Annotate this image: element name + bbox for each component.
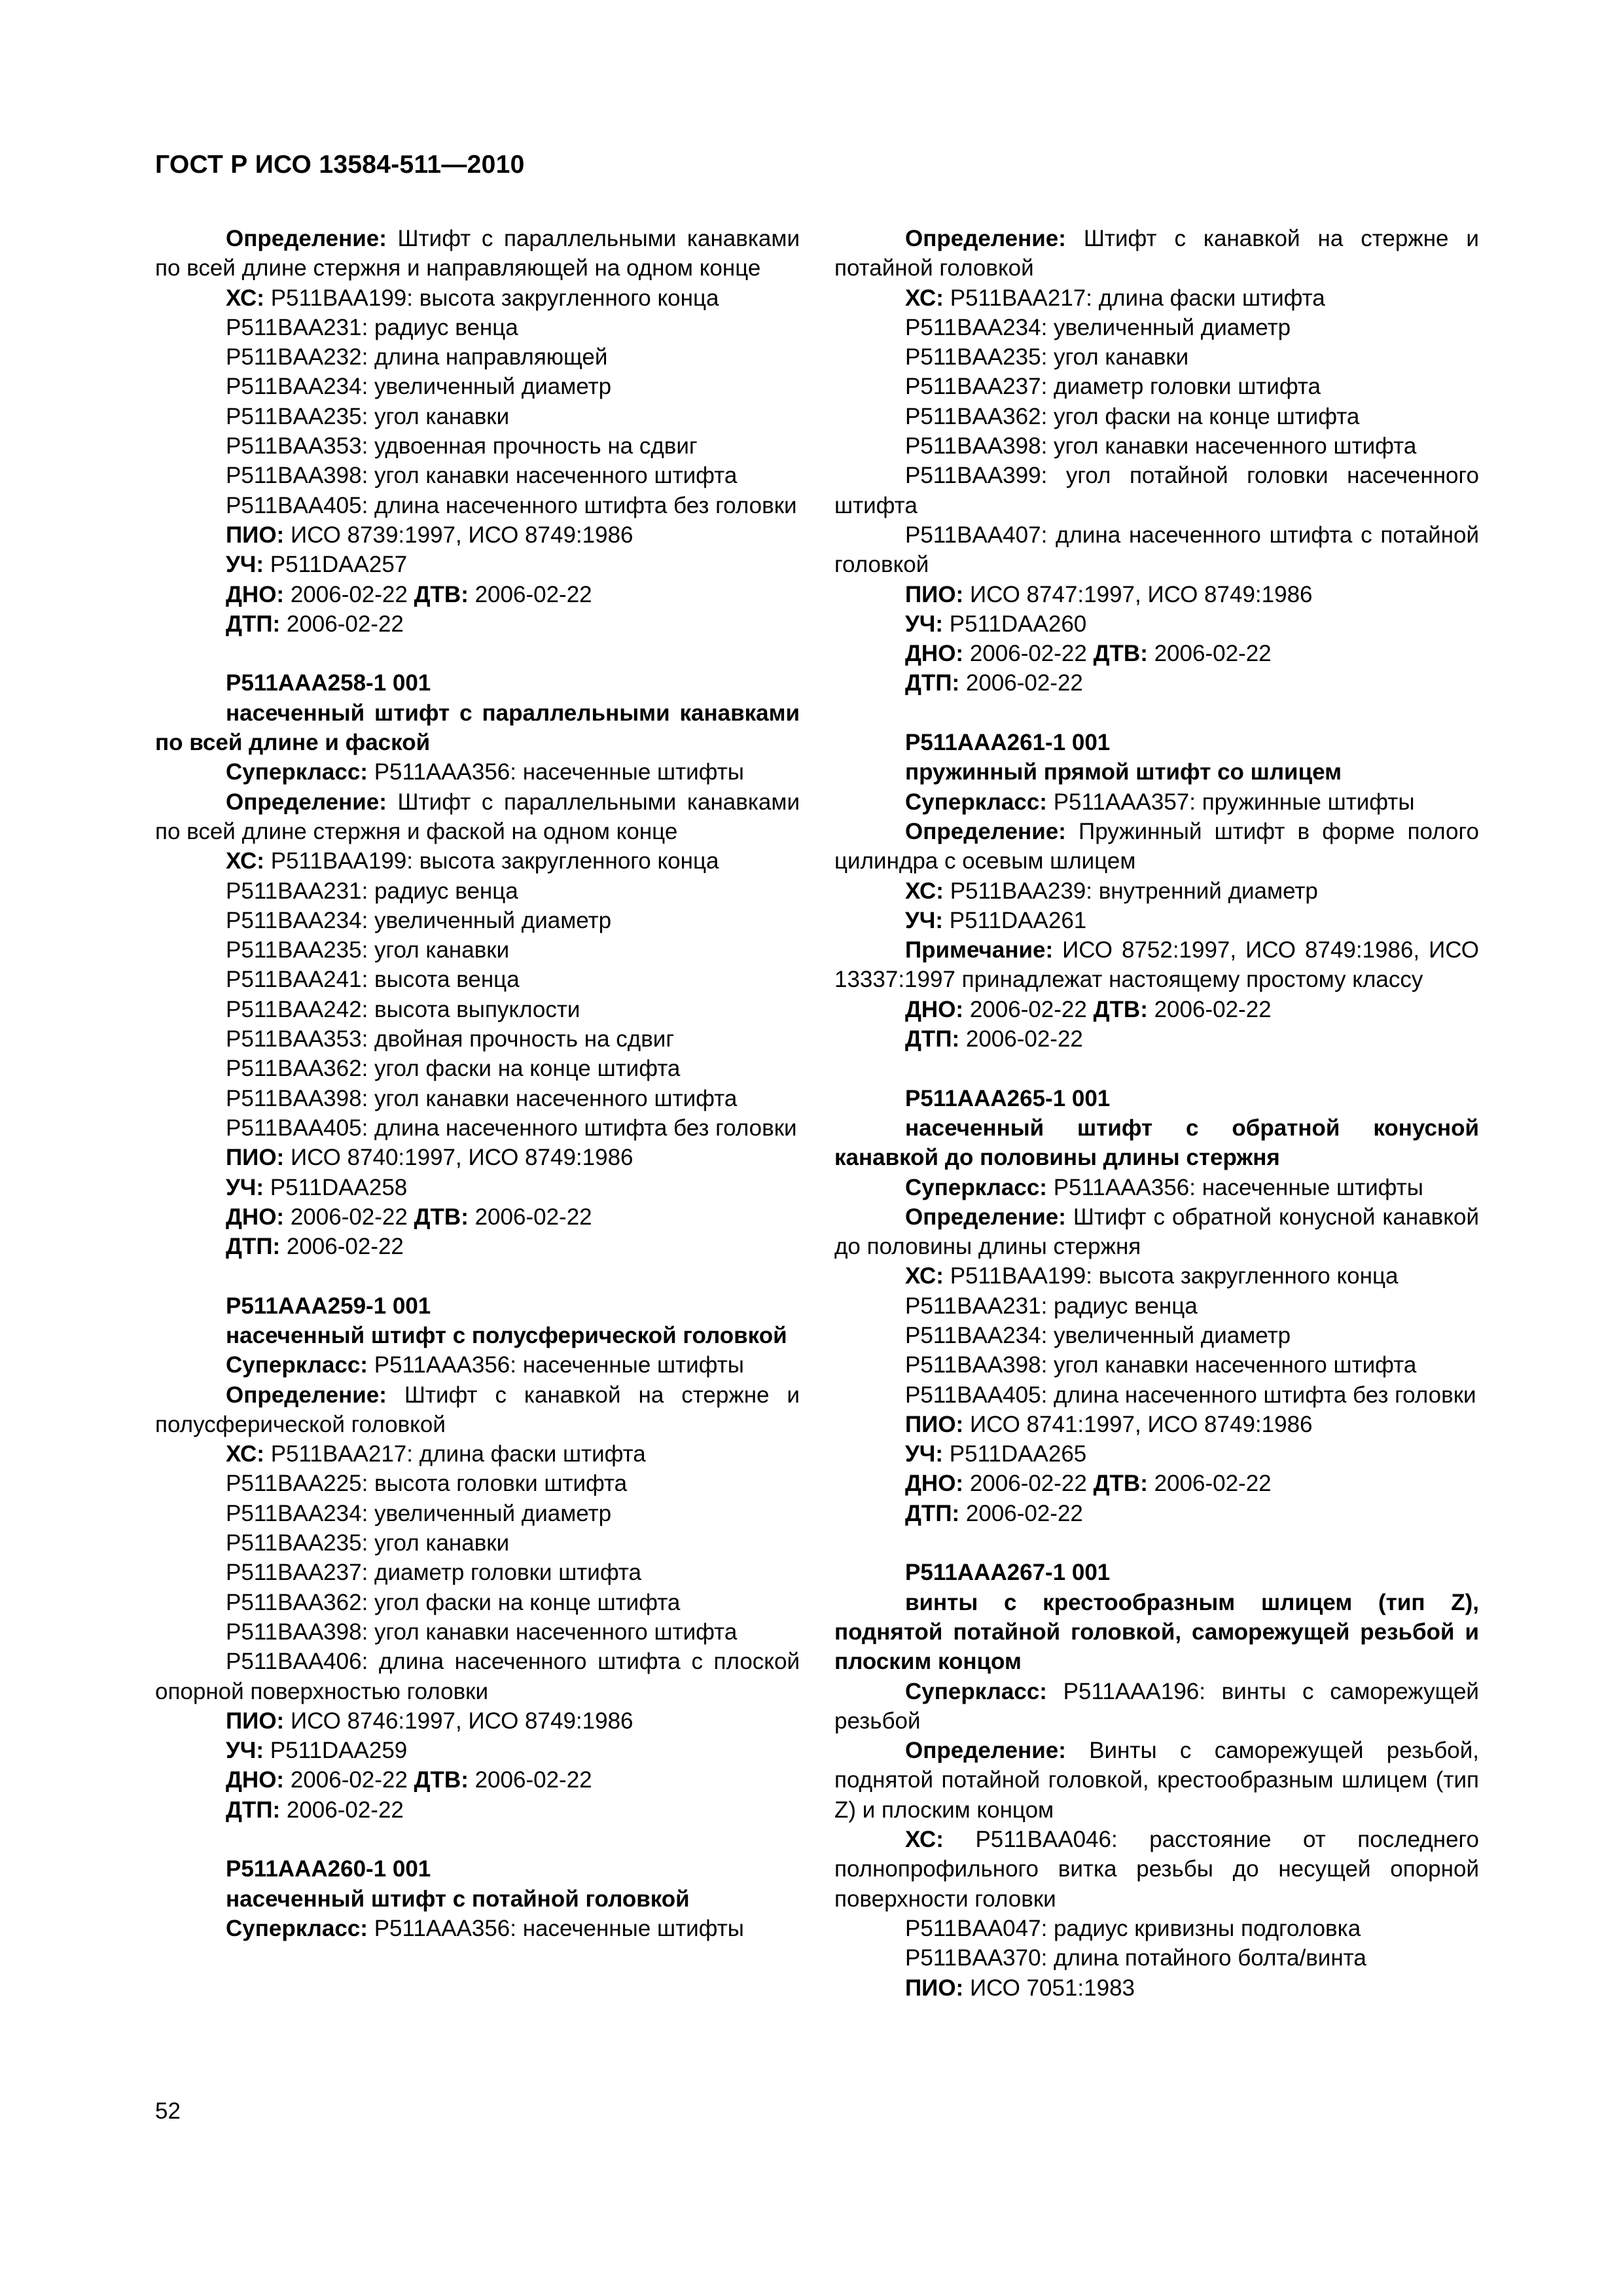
uch-line: УЧ: P511DAA258	[226, 1174, 408, 1200]
xc-item: P511BAA362: угол фаски на конце штифта	[905, 403, 1360, 429]
entry-code: P511AAA267-1 001	[905, 1560, 1111, 1586]
xc-item: P511BAA242: высота выпуклости	[226, 996, 580, 1022]
dates-line: ДНО: 2006-02-22 ДТВ: 2006-02-22	[905, 996, 1272, 1022]
xc-item: P511BAA231: радиус венца	[905, 1293, 1198, 1319]
xc-item: P511BAA235: угол канавки	[226, 1530, 510, 1556]
uch-line: УЧ: P511DAA259	[226, 1738, 408, 1764]
xc-item: P511BAA234: увеличенный диаметр	[905, 314, 1291, 340]
dtp-line: ДТП: 2006-02-22	[226, 1234, 404, 1260]
definition-paragraph: Определение: Штифт с параллельными канавками по всей длине стержня и фаской на одном конце	[155, 789, 800, 844]
dates-line: ДНО: 2006-02-22 ДТВ: 2006-02-22	[905, 641, 1272, 667]
left-column	[155, 224, 800, 1943]
xc-item: P511BAA407: длина насеченного штифта с потайной головкой	[834, 522, 1479, 578]
entry-code: P511AAA261-1 001	[905, 730, 1111, 756]
xc-item: P511BAA234: увеличенный диаметр	[905, 1322, 1291, 1348]
pio-line: ПИО: ИСО 8747:1997, ИСО 8749:1986	[905, 581, 1313, 607]
pio-line: ПИО: ИСО 8746:1997, ИСО 8749:1986	[226, 1708, 633, 1734]
pio-line: ПИО: ИСО 8740:1997, ИСО 8749:1986	[226, 1145, 633, 1171]
xc-item: P511BAA235: угол канавки	[905, 344, 1189, 370]
uch-line: УЧ: P511DAA265	[905, 1441, 1087, 1467]
document-header: ГОСТ Р ИСО 13584-511—2010	[155, 151, 525, 179]
uch-line: УЧ: P511DAA261	[905, 907, 1087, 933]
uch-line: УЧ: P511DAA257	[226, 552, 408, 578]
dates-line: ДНО: 2006-02-22 ДТВ: 2006-02-22	[226, 1767, 592, 1793]
dates-line: ДНО: 2006-02-22 ДТВ: 2006-02-22	[226, 1204, 592, 1230]
entry-name: насеченный штифт с параллельными канавками по всей длине и фаской	[155, 700, 800, 756]
definition-paragraph: Определение: Винты с саморежущей резьбой, поднятой потайной головкой, крестообразным шлицем (тип Z) и плоским концом	[834, 1738, 1479, 1823]
entry-code: P511AAA258-1 001	[226, 670, 431, 696]
xc-item: P511BAA241: высота венца	[226, 967, 520, 993]
xc-line: ХС: P511BAA199: высота закругленного конца	[226, 285, 719, 311]
xc-line: ХС: P511BAA046: расстояние от последнего полнопрофильного витка резьбы до несущей опорной поверхности головки	[834, 1827, 1479, 1912]
xc-item: P511BAA237: диаметр головки штифта	[226, 1560, 641, 1586]
definition-paragraph: Определение: Штифт с канавкой на стержне и полусферической головкой	[155, 1382, 800, 1437]
xc-item: P511BAA406: длина насеченного штифта с плоской опорной поверхностью головки	[155, 1649, 800, 1704]
xc-item: P511BAA235: угол канавки	[226, 937, 510, 963]
superclass-line: Суперкласс: P511AAA356: насеченные штифты	[226, 1915, 744, 1941]
xc-item: P511BAA237: диаметр головки штифта	[905, 374, 1321, 400]
xc-item: P511BAA234: увеличенный диаметр	[226, 907, 612, 933]
entry-name: насеченный штифт с полусферической головкой	[226, 1322, 787, 1348]
xc-item: P511BAA353: удвоенная прочность на сдвиг	[226, 433, 698, 459]
superclass-line: Суперкласс: P511AAA356: насеченные штифты	[905, 1174, 1423, 1200]
pio-line: ПИО: ИСО 8739:1997, ИСО 8749:1986	[226, 522, 633, 548]
xc-item: P511BAA234: увеличенный диаметр	[226, 1500, 612, 1526]
definition-paragraph: Определение: Штифт с канавкой на стержне и потайной головкой	[834, 226, 1479, 281]
dtp-line: ДТП: 2006-02-22	[905, 1026, 1083, 1052]
xc-line: ХС: P511BAA217: длина фаски штифта	[905, 285, 1325, 311]
page-number: 52	[155, 2098, 181, 2124]
xc-item: P511BAA370: длина потайного болта/винта	[905, 1945, 1366, 1971]
entry-code: P511AAA265-1 001	[905, 1085, 1111, 1111]
xc-item: P511BAA231: радиус венца	[226, 878, 518, 904]
xc-item: P511BAA362: угол фаски на конце штифта	[226, 1056, 681, 1082]
xc-item: P511BAA231: радиус венца	[226, 314, 518, 340]
dates-line: ДНО: 2006-02-22 ДТВ: 2006-02-22	[905, 1471, 1272, 1497]
xc-item: P511BAA405: длина насеченного штифта без головки	[226, 492, 797, 518]
definition-paragraph: Определение: Штифт с параллельными канавками по всей длине стержня и направляющей на одном конце	[155, 226, 800, 281]
entry-name: насеченный штифт с потайной головкой	[226, 1886, 690, 1912]
definition-paragraph: Определение: Пружинный штифт в форме полого цилиндра с осевым шлицем	[834, 818, 1479, 874]
xc-item: P511BAA398: угол канавки насеченного штифта	[226, 1619, 738, 1645]
right-column	[834, 224, 1479, 2003]
superclass-line: Суперкласс: P511AAA356: насеченные штифты	[226, 1352, 744, 1378]
xc-line: ХС: P511BAA217: длина фаски штифта	[226, 1441, 646, 1467]
xc-item: P511BAA047: радиус кривизны подголовка	[905, 1915, 1361, 1941]
xc-item: P511BAA405: длина насеченного штифта без головки	[905, 1382, 1476, 1408]
dtp-line: ДТП: 2006-02-22	[905, 1500, 1083, 1526]
dates-line: ДНО: 2006-02-22 ДТВ: 2006-02-22	[226, 581, 592, 607]
xc-item: P511BAA398: угол канавки насеченного штифта	[905, 1352, 1417, 1378]
superclass-line: Суперкласс: P511AAA356: насеченные штифты	[226, 759, 744, 785]
note-paragraph: Примечание: ИСО 8752:1997, ИСО 8749:1986, ИСО 13337:1997 принадлежат настоящему простому классу	[834, 937, 1479, 993]
xc-item: P511BAA225: высота головки штифта	[226, 1471, 628, 1497]
xc-item: P511BAA398: угол канавки насеченного штифта	[226, 463, 738, 489]
xc-item: P511BAA232: длина направляющей	[226, 344, 608, 370]
xc-line: ХС: P511BAA239: внутренний диаметр	[905, 878, 1318, 904]
xc-item: P511BAA398: угол канавки насеченного штифта	[226, 1085, 738, 1111]
entry-code: P511AAA259-1 001	[226, 1293, 431, 1319]
uch-line: УЧ: P511DAA260	[905, 611, 1087, 637]
dtp-line: ДТП: 2006-02-22	[226, 611, 404, 637]
entry-name: винты с крестообразным шлицем (тип Z), поднятой потайной головкой, саморежущей резьбой и плоским концом	[834, 1589, 1479, 1675]
entry-name: пружинный прямой штифт со шлицем	[905, 759, 1342, 785]
definition-paragraph: Определение: Штифт с обратной конусной канавкой до половины длины стержня	[834, 1204, 1479, 1260]
xc-item: P511BAA362: угол фаски на конце штифта	[226, 1589, 681, 1615]
pio-line: ПИО: ИСО 8741:1997, ИСО 8749:1986	[905, 1411, 1313, 1437]
xc-item: P511BAA234: увеличенный диаметр	[226, 374, 612, 400]
xc-line: ХС: P511BAA199: высота закругленного конца	[905, 1263, 1399, 1289]
xc-line: ХС: P511BAA199: высота закругленного конца	[226, 848, 719, 874]
entry-code: P511AAA260-1 001	[226, 1856, 431, 1882]
xc-item: P511BAA235: угол канавки	[226, 403, 510, 429]
xc-item: P511BAA353: двойная прочность на сдвиг	[226, 1026, 675, 1052]
xc-item: P511BAA398: угол канавки насеченного штифта	[905, 433, 1417, 459]
superclass-line: Суперкласс: P511AAA357: пружинные штифты	[905, 789, 1415, 815]
xc-item: P511BAA399: угол потайной головки насеченного штифта	[834, 463, 1479, 518]
pio-line: ПИО: ИСО 7051:1983	[905, 1975, 1135, 2001]
superclass-line: Суперкласс: P511AAA196: винты с саморежущей резьбой	[834, 1678, 1479, 1734]
entry-name: насеченный штифт с обратной конусной канавкой до половины длины стержня	[834, 1115, 1479, 1171]
xc-item: P511BAA405: длина насеченного штифта без головки	[226, 1115, 797, 1141]
dtp-line: ДТП: 2006-02-22	[226, 1797, 404, 1823]
dtp-line: ДТП: 2006-02-22	[905, 670, 1083, 696]
